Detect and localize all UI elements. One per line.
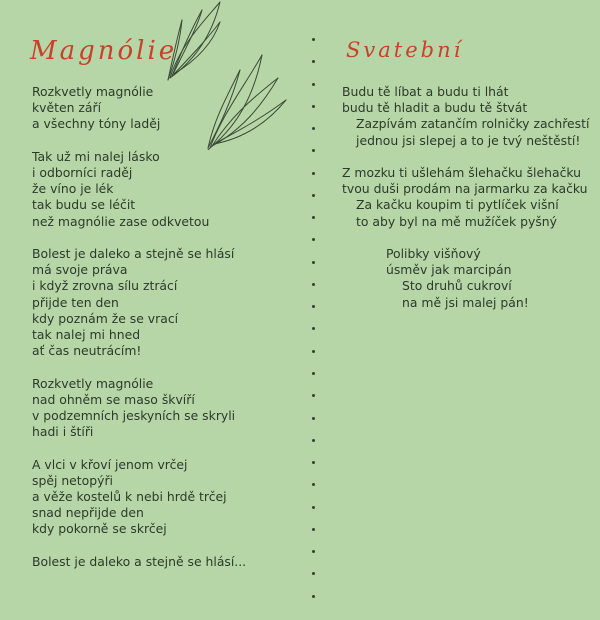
divider-dot bbox=[312, 83, 315, 86]
divider-dot bbox=[312, 350, 315, 353]
poem-line: tak nalej mi hned bbox=[32, 327, 141, 343]
poem-title-magnolie: Magnólie bbox=[30, 36, 178, 66]
column-divider bbox=[311, 38, 315, 598]
poem-line: Z mozku ti ušlehám šlehačku šlehačku bbox=[342, 165, 582, 180]
divider-dot bbox=[312, 506, 315, 509]
divider-dot bbox=[312, 572, 315, 575]
poem-line: Bolest je daleko a stejně se hlásí bbox=[32, 246, 235, 261]
divider-dot bbox=[312, 528, 315, 531]
stanza-gap bbox=[32, 440, 246, 456]
poem-line: kdy poznám že se vrací bbox=[32, 310, 179, 326]
poem-line: že víno je lék bbox=[32, 181, 114, 197]
divider-dot bbox=[312, 305, 315, 308]
poem-line: to aby byl na mě mužíček pyšný bbox=[356, 213, 557, 229]
poem-line: Sto druhů cukroví bbox=[402, 278, 512, 294]
poem-line: ať čas neutrácím! bbox=[32, 343, 142, 359]
stanza-gap bbox=[32, 359, 246, 375]
poem-magnolie bbox=[32, 84, 246, 570]
divider-dot bbox=[312, 394, 315, 397]
poem-line: hadi i štíři bbox=[32, 424, 94, 440]
poem-line: na mě jsi malej pán! bbox=[402, 294, 529, 310]
poem-line: spěj netopýři bbox=[32, 472, 113, 488]
poem-line: i odborníci raděj bbox=[32, 165, 133, 180]
divider-dot bbox=[312, 172, 315, 175]
poem-line: A vlci v křoví jenom vrčej bbox=[32, 456, 188, 472]
stanza-gap bbox=[32, 538, 246, 554]
divider-dot bbox=[312, 238, 315, 241]
divider-dot bbox=[312, 595, 315, 598]
divider-dot bbox=[312, 550, 315, 553]
stanza-gap bbox=[32, 230, 246, 246]
poem-line: květen září bbox=[32, 100, 102, 116]
divider-dot bbox=[312, 439, 315, 442]
divider-dot bbox=[312, 149, 315, 152]
poem-line: Rozkvetly magnólie bbox=[32, 84, 154, 99]
divider-dot bbox=[312, 283, 315, 286]
poem-line: v podzemních jeskyních se skryli bbox=[32, 408, 236, 424]
poem-line: Rozkvetly magnólie bbox=[32, 375, 154, 391]
poem-line: a všechny tóny laděj bbox=[32, 116, 161, 132]
divider-dot bbox=[312, 105, 315, 108]
divider-dot bbox=[312, 38, 315, 41]
poem-line: kdy pokorně se skrčej bbox=[32, 521, 167, 537]
divider-dot bbox=[312, 417, 315, 420]
poem-line: budu tě hladit a budu tě štvát bbox=[342, 100, 528, 116]
poem-line: Tak už mi nalej lásko bbox=[32, 148, 160, 164]
poem-line: tak budu se léčit bbox=[32, 197, 136, 213]
poem-line: tvou duši prodám na jarmarku za kačku bbox=[342, 181, 588, 197]
poem-line: má svoje práva bbox=[32, 262, 128, 278]
divider-dot bbox=[312, 127, 315, 130]
poem-line: než magnólie zase odkvetou bbox=[32, 213, 210, 229]
poem-line: Budu tě líbat a budu ti lhát bbox=[342, 84, 509, 99]
divider-dot bbox=[312, 483, 315, 486]
divider-dot bbox=[312, 216, 315, 219]
stanza-gap bbox=[342, 230, 589, 246]
poem-svatebni bbox=[342, 84, 589, 311]
divider-dot bbox=[312, 372, 315, 375]
poem-line: Za kačku koupim ti pytlíček višní bbox=[356, 197, 559, 213]
stanza-gap bbox=[342, 149, 589, 165]
poem-line: Zazpívám zatančím rolničky zachřestí bbox=[356, 116, 590, 132]
divider-dot bbox=[312, 60, 315, 63]
poem-line: Polibky višňový bbox=[386, 246, 481, 261]
poem-line: přijde ten den bbox=[32, 294, 119, 310]
divider-dot bbox=[312, 461, 315, 464]
divider-dot bbox=[312, 194, 315, 197]
poem-line: úsměv jak marcipán bbox=[386, 262, 512, 278]
poem-line: nad ohněm se maso škvíří bbox=[32, 391, 195, 407]
poem-line: a věže kostelů k nebi hrdě trčej bbox=[32, 489, 227, 505]
divider-dot bbox=[312, 327, 315, 330]
poem-line: snad nepřijde den bbox=[32, 505, 144, 521]
stanza-gap bbox=[32, 133, 246, 149]
poem-line: i když zrovna sílu ztrácí bbox=[32, 278, 178, 294]
divider-dot bbox=[312, 261, 315, 264]
poem-title-svatebni: Svatební bbox=[346, 38, 464, 62]
poem-line: Bolest je daleko a stejně se hlásí... bbox=[32, 553, 247, 569]
poem-line: jednou jsi slepej a to je tvý neštěstí! bbox=[356, 132, 581, 148]
